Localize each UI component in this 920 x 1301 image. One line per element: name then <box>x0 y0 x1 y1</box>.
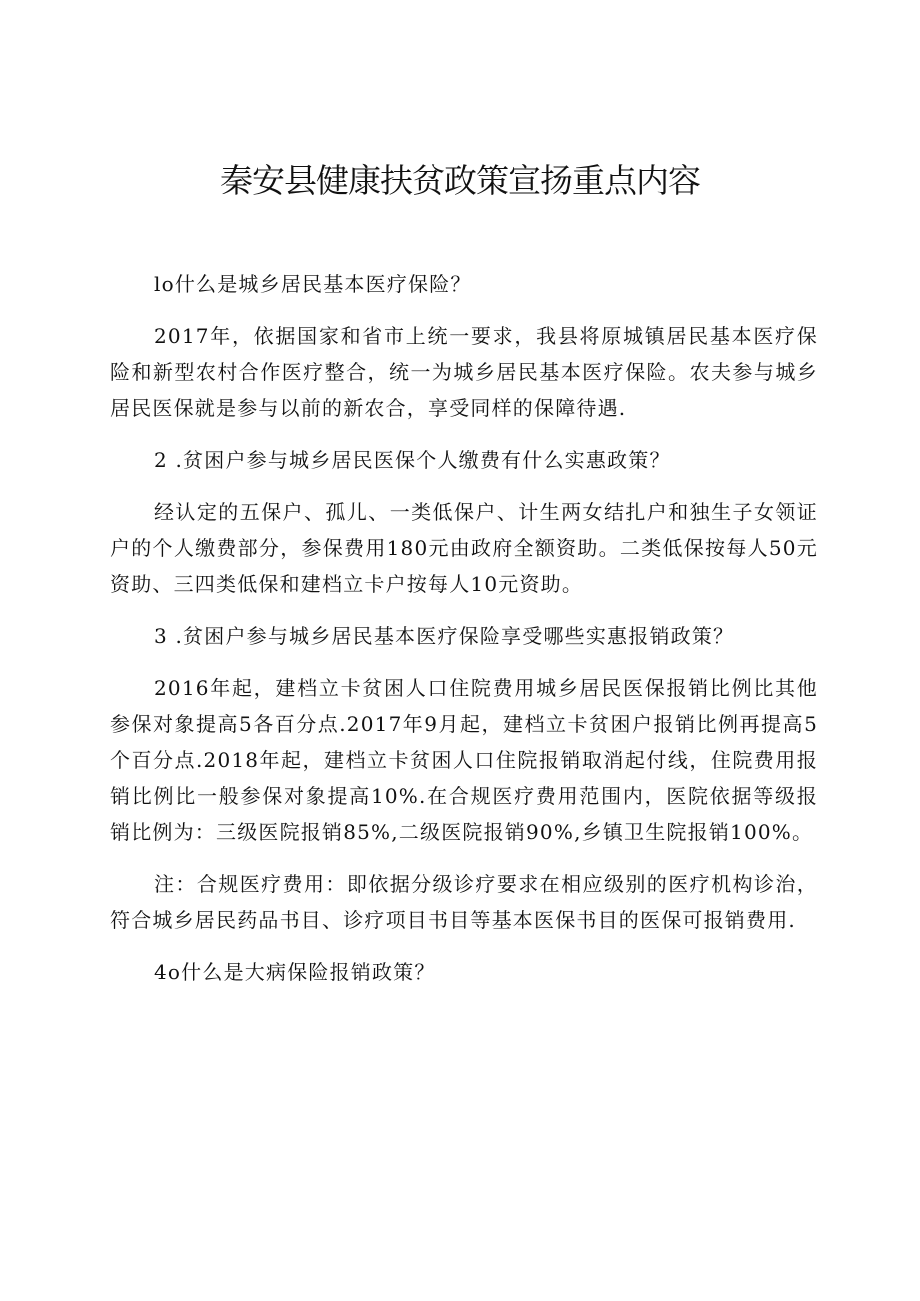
answer-2: 经认定的五保户、孤儿、一类低保户、计生两女结扎户和独生子女领证户的个人缴费部分，参保费用180元由政府全额资助。二类低保按每人50元资助、三四类低保和建档立卡户按每人10元资助。 <box>110 500 818 596</box>
answer-3: 2016年起，建档立卡贫困人口住院费用城乡居民医保报销比例比其他参保对象提高5各百分点.2017年9月起，建档立卡贫困户报销比例再提高5个百分点.2018年起，建档立卡贫困人口住院报销取消起付线，住院费用报销比例比一般参保对象提高10%.在合规医疗费用范围内，医院依据等级报销比例为：三级医院报销85%,二级医院报销90%,乡镇卫生院报销100%。 <box>110 676 818 844</box>
question-1: lo什么是城乡居民基本医疗保险？ <box>154 272 472 296</box>
question-2: 2 .贫困户参与城乡居民医保个人缴费有什么实惠政策？ <box>154 448 671 472</box>
note-paragraph: 注：合规医疗费用：即依据分级诊疗要求在相应级别的医疗机构诊治，符合城乡居民药品书目、诊疗项目书目等基本医保书目的医保可报销费用. <box>110 872 818 932</box>
document-title: 秦安县健康扶贫政策宣扬重点内容 <box>220 161 700 200</box>
question-3: 3 .贫困户参与城乡居民基本医疗保险享受哪些实惠报销政策？ <box>154 624 735 648</box>
answer-1: 2017年，依据国家和省市上统一要求，我县将原城镇居民基本医疗保险和新型农村合作医疗整合，统一为城乡居民基本医疗保险。农夫参与城乡居民医保就是参与以前的新农合，享受同样的保障待遇. <box>110 324 818 420</box>
question-4: 4o什么是大病保险报销政策？ <box>154 960 436 984</box>
document-body <box>110 266 818 1006</box>
